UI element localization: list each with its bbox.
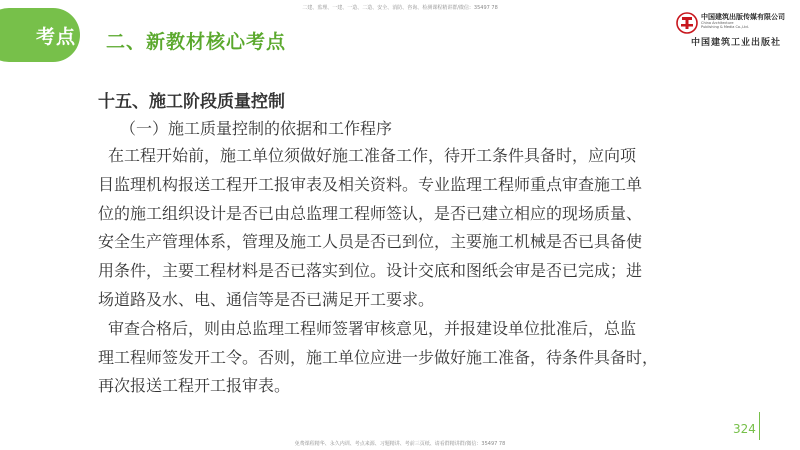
paragraph-line: 位的施工组织设计是否已由总监理工程师签认，是否已建立相应的现场质量、 [98, 203, 643, 223]
tab-label: 考点 [36, 26, 77, 48]
main-content [98, 90, 718, 401]
publisher-name-en-line2: Publishing & Media Co.,Ltd. [701, 25, 749, 29]
paragraph-line: 目监理机构报送工程开工报审表及相关资料。专业监理工程师重点审查施工单 [98, 174, 643, 194]
paragraph-line: 场道路及水、电、通信等是否已满足开工要求。 [98, 289, 435, 309]
publisher-name-en [701, 21, 749, 29]
paragraph-1 [98, 142, 718, 315]
bottom-note: 免费课程精华、永久内训、考点来源、习题精讲、考前三页纸、请看群精讲群/微信：35497 78 [294, 441, 506, 447]
publisher-name-en-line1: China Architecture [701, 21, 734, 25]
page-number: 324 [733, 422, 756, 436]
header-title: 二、新教材核心考点 [106, 31, 287, 53]
paragraph-line: 安全生产管理体系，管理及施工人员是否已到位，主要施工机械是否已具备使 [98, 232, 643, 252]
paragraph-line: 用条件，主要工程材料是否已落实到位。设计交底和图纸会审是否已完成；进 [98, 261, 643, 281]
publisher-logo-icon [676, 12, 698, 34]
section-title: 十五、施工阶段质量控制 [98, 92, 285, 112]
publisher-name-cn2: 中国建筑工业出版社 [690, 38, 781, 48]
paragraph-line: 再次报送工程开工报审表。 [98, 376, 291, 396]
page-divider-line [759, 412, 760, 440]
subsection-title: （一）施工质量控制的依据和工作程序 [120, 119, 393, 138]
publisher-name: 中国建筑出版传媒有限公司 [701, 13, 785, 21]
paragraph-line: 理工程师签发开工令。否则，施工单位应进一步做好施工准备，待条件具备时， [98, 347, 659, 367]
paragraph-line: 在工程开始前，施工单位须做好施工准备工作，待开工条件具备时，应向项 [108, 146, 637, 165]
paragraph-line: 审查合格后，则由总监理工程师签署审核意见，并报建设单位批准后，总监 [108, 318, 637, 338]
top-note: 二建、监理、一建、一造、二造、安全、消防、咨询、检测课程精讲群/微信：35497 78 [302, 5, 498, 11]
paragraph-2 [98, 315, 718, 401]
publisher-block [676, 12, 796, 48]
